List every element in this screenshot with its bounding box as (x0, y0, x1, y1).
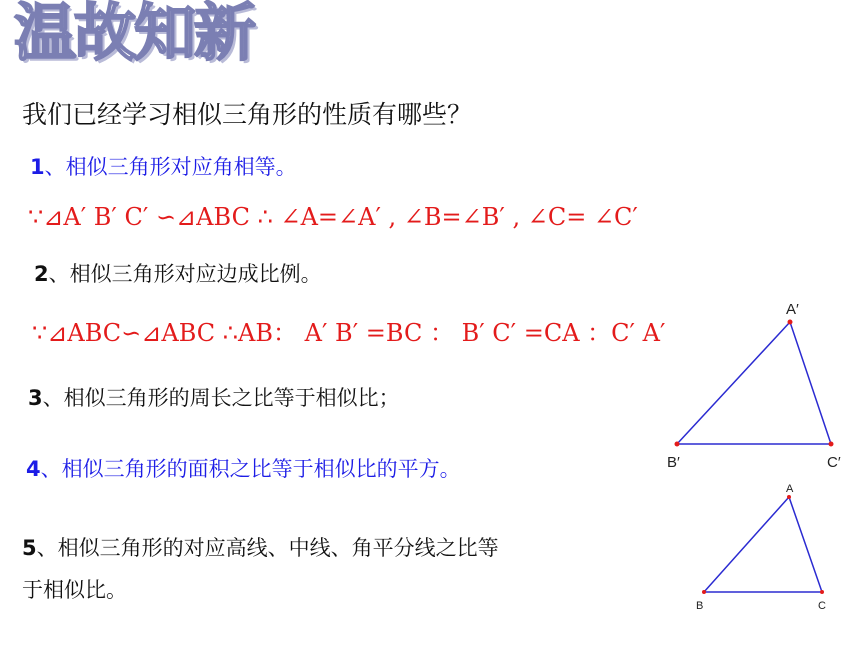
property-4-text: 、相似三角形的面积之比等于相似比的平方。 (40, 457, 461, 481)
label-a-prime: A′ (786, 301, 799, 318)
reasoning-angles: ∵⊿A′ B′ C′ ∽⊿ABC ∴ ∠A=∠A′ , ∠B=∠B′ , ∠C= ∠C′ (28, 203, 638, 231)
question: 我们已经学习相似三角形的性质有哪些？ (22, 100, 473, 129)
vertex-c-prime (829, 442, 834, 447)
title-wordart: 温故知新 (14, 0, 255, 69)
property-5-text-line2: 于相似比。 (22, 578, 127, 602)
property-5-text: 、相似三角形的对应高线、中线、角平分线之比等 (36, 536, 499, 560)
vertex-a-prime (788, 320, 793, 325)
vertex-b (702, 590, 706, 594)
label-c: C (818, 600, 826, 612)
label-a: A (786, 483, 794, 495)
property-2-text: 、相似三角形对应边成比例。 (48, 262, 322, 286)
vertex-c (820, 590, 824, 594)
property-1-text: 、相似三角形对应角相等。 (44, 155, 297, 179)
vertex-a (787, 495, 791, 499)
label-b-prime: B′ (667, 454, 680, 471)
label-c-prime: C′ (827, 454, 841, 471)
reasoning-sides: ∵⊿ABC∽⊿ABC ∴AB： A′ B′ =BC ： B′ C′ =CA ：C′ A′ (32, 319, 666, 347)
big-triangle (667, 301, 841, 471)
property-4-num: 4 (26, 457, 41, 481)
vertex-b-prime (675, 442, 680, 447)
small-triangle-shape (704, 497, 822, 592)
label-b: B (696, 600, 704, 612)
property-2-num: 2 (34, 262, 49, 286)
small-triangle (696, 483, 826, 612)
big-triangle-shape (677, 322, 831, 444)
property-1-num: 1 (30, 155, 45, 179)
property-3-text: 、相似三角形的周长之比等于相似比； (42, 386, 400, 410)
property-5-num: 5 (22, 536, 37, 560)
property-3-num: 3 (28, 386, 43, 410)
